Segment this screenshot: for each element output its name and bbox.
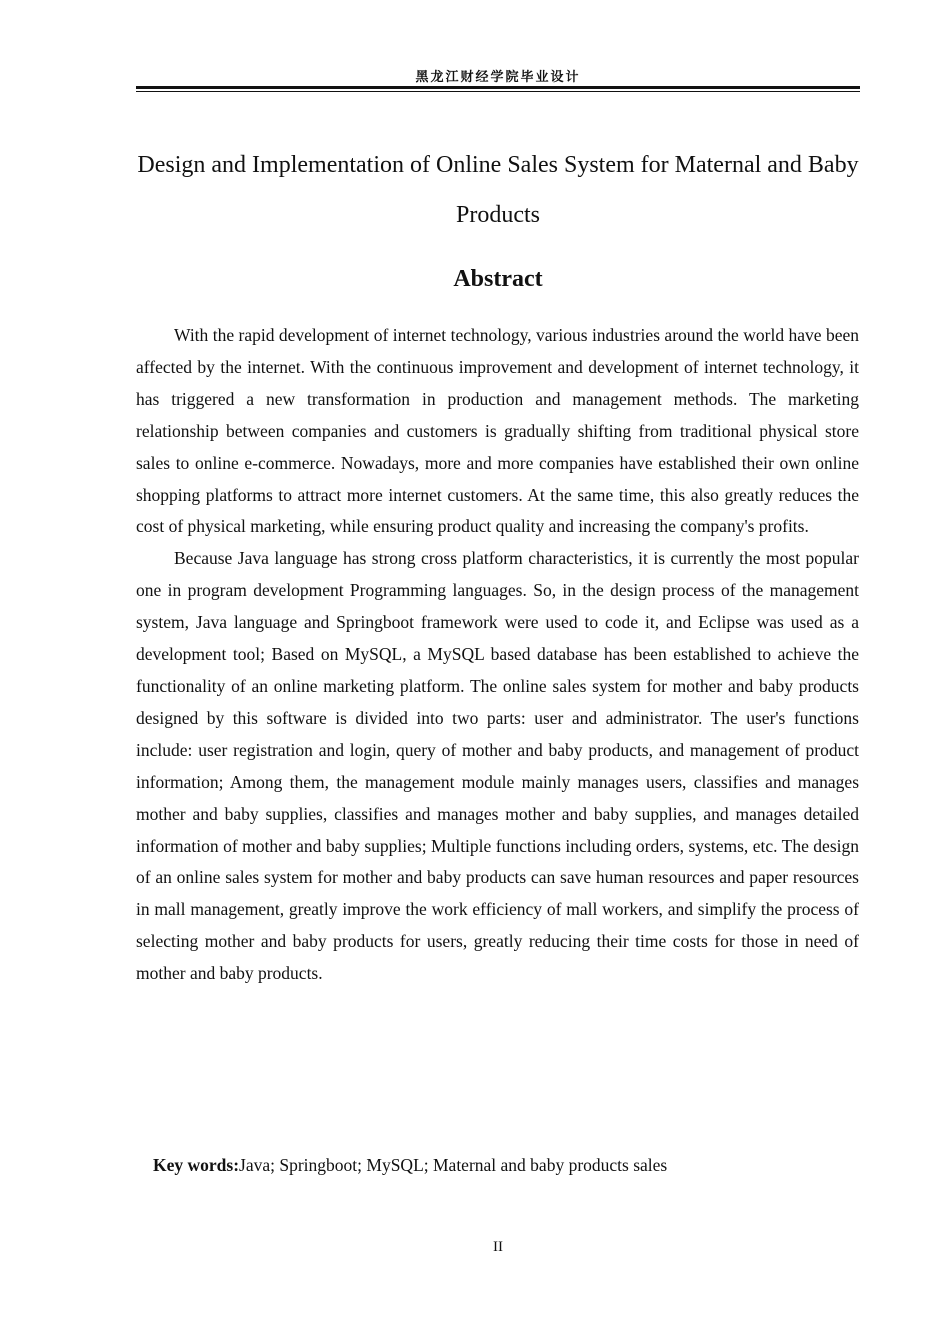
page-number: II bbox=[493, 1239, 503, 1255]
document-title: Design and Implementation of Online Sales System for Maternal and Baby Products bbox=[137, 152, 859, 228]
keywords-line bbox=[153, 1150, 853, 1180]
keywords-text: Java; Springboot; MySQL; Maternal and baby products sales bbox=[239, 1155, 668, 1175]
header-rule-thin bbox=[136, 91, 860, 92]
keywords-label: Key words: bbox=[153, 1155, 240, 1175]
running-header: 黑龙江财经学院毕业设计 bbox=[415, 70, 581, 85]
abstract-paragraph-1: With the rapid development of internet technology, various industries around the world have been affected by the internet. With the continuous improvement and development of internet technology, it has triggered a new transformation in production and management methods. The marketing relationship between companies and customers is gradually shifting from traditional physical store sales to online e-commerce. Nowadays, more and more companies have established their own online shopping platforms to attract more internet customers. At the same time, this also greatly reduces the cost of physical marketing, while ensuring product quality and increasing the company's profits. bbox=[136, 325, 859, 537]
abstract-body bbox=[136, 320, 859, 990]
header-rule-thick bbox=[136, 86, 860, 89]
abstract-heading: Abstract bbox=[453, 266, 543, 292]
abstract-paragraph-2: Because Java language has strong cross platform characteristics, it is currently the most popular one in program development Programming languages. So, in the design process of the management system, Java language and Springboot framework were used to code it, and Eclipse was used as a development tool; Based on MySQL, a MySQL based database has been established to achieve the functionality of an online marketing platform. The online sales system for mother and baby products designed by this software is divided into two parts: user and administrator. The user's functions include: user registration and login, query of mother and baby products, and management of product information; Among them, the management module mainly manages users, classifies and manages mother and baby supplies, classifies and manages mother and baby supplies, and manages detailed information of mother and baby supplies; Multiple functions including orders, systems, etc. The design of an online sales system for mother and baby products can save human resources and paper resources in mall management, greatly improve the work efficiency of mall workers, and simplify the process of selecting mother and baby products for users, greatly reducing their time costs for those in need of mother and baby products. bbox=[136, 548, 859, 984]
